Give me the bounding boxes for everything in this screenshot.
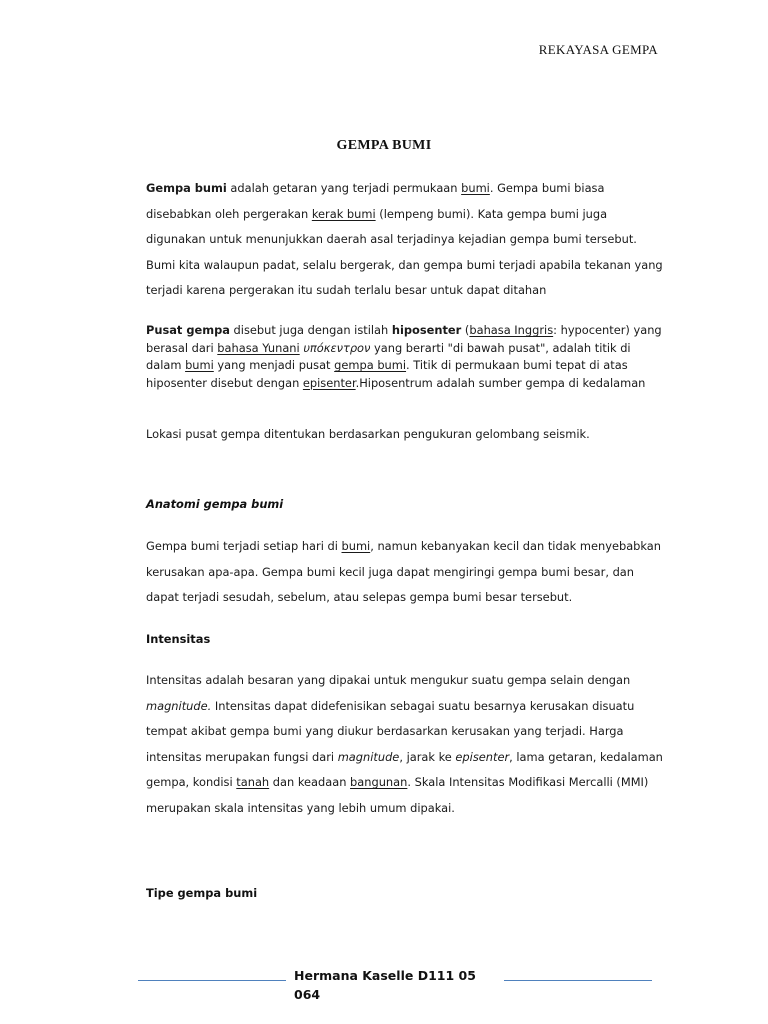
- section-heading-intensitas: Intensitas: [146, 632, 211, 646]
- paragraph-definition: [146, 176, 666, 304]
- term-pusat-gempa: Pusat gempa: [146, 323, 230, 337]
- link-bangunan[interactable]: bangunan: [350, 775, 408, 790]
- footer-rule-right: [504, 980, 652, 981]
- link-bahasa-yunani[interactable]: bahasa Yunani: [217, 340, 300, 355]
- text-segment: yang menjadi pusat: [213, 358, 335, 372]
- text-segment: yang berarti "di bawah pusat", adalah titik di dalam: [146, 340, 631, 372]
- term-gempa-bumi: Gempa bumi: [146, 181, 227, 195]
- text-segment: . Titik di permukaan bumi tepat di atas hiposenter disebut dengan: [146, 358, 628, 390]
- paragraph-lokasi: Lokasi pusat gempa ditentukan berdasarkan pengukuran gelombang seismik.: [146, 427, 590, 441]
- text-segment: Intensitas dapat didefenisikan sebagai suatu besarnya kerusakan disuatu tempat akibat gempa bumi yang diukur berdasarkan kerusakan yang terjadi. Harga intensitas merupakan fungsi dari: [146, 698, 635, 764]
- text-segment: (: [461, 323, 470, 337]
- link-tanah[interactable]: tanah: [236, 775, 270, 790]
- text-segment: . Skala Intensitas Modifikasi Mercalli (MMI) merupakan skala intensitas yang lebih umum dipakai.: [146, 775, 649, 815]
- text-segment: adalah getaran yang terjadi permukaan: [226, 181, 462, 195]
- text-segment: dan keadaan: [269, 775, 351, 790]
- text-segment: . Gempa bumi biasa disebabkan oleh pergerakan: [146, 181, 605, 221]
- italic-magnitude: magnitude: [337, 749, 400, 764]
- italic-magnitude: magnitude.: [146, 698, 212, 713]
- link-gempa-bumi[interactable]: gempa bumi: [334, 358, 407, 372]
- text-segment: : hypocenter) yang berasal dari: [146, 323, 662, 355]
- paragraph-intensitas: [146, 668, 666, 822]
- paragraph-pusat-gempa: [146, 322, 666, 392]
- link-bumi[interactable]: bumi: [461, 181, 490, 195]
- document-title: GEMPA BUMI: [336, 138, 432, 153]
- section-heading-tipe: Tipe gempa bumi: [146, 886, 258, 900]
- italic-episenter: episenter: [455, 749, 510, 764]
- footer-author: Hermana Kaselle D111 05 064: [294, 968, 476, 1002]
- running-header: REKAYASA GEMPA: [538, 42, 658, 57]
- greek-term: υπόκεντρον: [303, 340, 371, 355]
- text-segment: (lempeng bumi). Kata gempa bumi juga digunakan untuk menunjukkan daerah asal terjadinya kejadian gempa bumi tersebut. Bumi kita walaupun padat, selalu bergerak, dan gempa bumi terjadi apabila tekanan yang terjadi karena pergerakan itu sudah terlalu besar untuk dapat ditahan: [146, 206, 663, 298]
- link-bahasa-inggris[interactable]: bahasa Inggris: [469, 323, 554, 337]
- text-segment: disebut juga dengan istilah: [229, 323, 392, 337]
- footer-rule-left: [138, 980, 286, 981]
- text-segment: .Hiposentrum adalah sumber gempa di kedalaman: [355, 375, 646, 390]
- text-segment: Gempa bumi terjadi setiap hari di: [146, 539, 342, 553]
- text-segment: , jarak ke: [399, 749, 456, 764]
- link-bumi[interactable]: bumi: [341, 539, 371, 553]
- heading-text: Anatomi gempa bumi: [146, 497, 284, 511]
- link-episenter[interactable]: episenter: [302, 375, 356, 390]
- text-segment: , lama getaran, kedalaman gempa, kondisi: [146, 749, 663, 790]
- paragraph-anatomi: [146, 534, 666, 611]
- section-heading-anatomi: [146, 497, 283, 511]
- link-kerak-bumi[interactable]: kerak bumi: [311, 206, 376, 221]
- text-segment: Intensitas adalah besaran yang dipakai untuk mengukur suatu gempa selain dengan: [146, 673, 631, 687]
- term-hiposenter: hiposenter: [391, 323, 462, 337]
- link-bumi[interactable]: bumi: [185, 358, 214, 372]
- text-segment: , namun kebanyakan kecil dan tidak menyebabkan kerusakan apa-apa. Gempa bumi kecil juga dapat mengiringi gempa bumi besar, dan dapat terjadi sesudah, sebelum, atau selepas gempa bumi besar tersebut.: [146, 539, 662, 605]
